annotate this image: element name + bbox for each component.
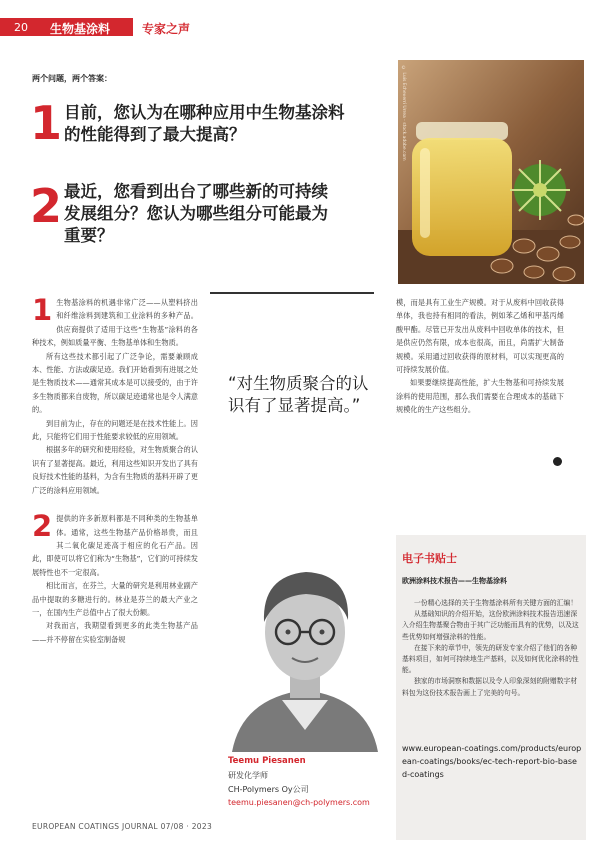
page-header (0, 0, 600, 40)
author-portrait (222, 540, 388, 752)
answer-1-paragraph-3: 到目前为止，存在的问题还是在技术性能上。因此，只能将它们用于性能要求较低的应用领域。 (32, 418, 198, 442)
subsection-title: 专家之声 (142, 22, 191, 36)
castor-oil-illustration (398, 60, 584, 284)
question-number-1: 1 (30, 96, 63, 150)
ebook-link[interactable]: www.european-coatings.com/products/european-coatings/books/ec-tech-report-bio-based-coatings (402, 744, 582, 779)
quote-rule-top (210, 292, 374, 294)
ebook-tip-body (402, 598, 582, 699)
answer-1-text-1: 生物基涂料的机遇非常广泛——从塑料挤出和纤维涂料到建筑和工业涂料的多种产品。供应商提供了适用于这些“生物基”涂料的各种技术，例如质量平衡、生物基单体和生物质。 (32, 298, 198, 348)
question-2-line-2: 发展组分？您认为哪些组分可能最为 (64, 204, 328, 223)
answer-2-dropcap: 2 (32, 509, 53, 544)
answer-1-paragraph-4: 根据多年的研究和使用经验，对生物质聚合的认识有了显著提高。最近，利用这些知识开发出了具有良好技术性能的基料，为含有生物质的基料开辟了更广泛的涂料应用领域。 (32, 445, 198, 495)
intro-text: 两个问题，两个答案： (32, 74, 112, 83)
right-column (396, 296, 564, 417)
left-column (32, 293, 198, 646)
journal-footer: EUROPEAN COATINGS JOURNAL 07/08 · 2023 (32, 822, 213, 831)
question-number-2: 2 (30, 179, 63, 233)
answer-2-paragraph-2: 相比而言，在芬兰，大量的研究是利用林业副产品中提取的多糖进行的。林业是芬兰的最大产业之一，在国内生产总值中占了很大份额。 (32, 581, 198, 617)
section-title: 生物基涂料 (50, 22, 111, 36)
portrait-illustration (222, 540, 388, 752)
right-paragraph-2: 如果要继续提高性能，扩大生物基和可持续发展涂料的使用范围，那么我们需要在合理成本的基础下规模化的生产这些组分。 (396, 378, 564, 415)
answer-1-paragraph-1 (32, 293, 198, 350)
right-paragraph-1: 模，而是具有工业生产规模。对于从废料中回收获得单体，我也持有相同的看法，例如苯乙烯和甲基丙烯酸甲酯。尽管已开发出从废料中回收单体的技术，但是供应仍然有限，成本也很高，而且，尚需扩大制备规模。采用通过回收获得的原材料，可以实现更高的可持续发展价值。 (396, 298, 564, 375)
castor-oil-photo (398, 60, 584, 284)
photo-credit: © Luis Echeverri Urrea - stock.adobe.com (401, 66, 406, 161)
answer-1-dropcap: 1 (32, 293, 53, 327)
page-number: 20 (14, 21, 28, 34)
ebook-tip-subtitle: 欧洲涂料技术报告——生物基涂料 (402, 577, 507, 585)
question-2-line-1: 最近，您看到出台了哪些新的可持续 (64, 182, 328, 201)
answer-2-paragraph-3: 对我而言，我期望看到更多的此类生物基产品——并不停留在实验室制备规 (32, 621, 198, 644)
question-2-line-3: 重要？ (64, 226, 114, 245)
pull-quote: “对生物质聚合的认识有了显著提高。” (228, 374, 369, 415)
question-1-line-2: 的性能得到了最大提高？ (64, 125, 246, 144)
author-role: 研发化学师 (228, 771, 268, 780)
ebook-tip-paragraph-1: 一份精心选择的关于生物基涂料所有关键方面的汇编！ (414, 599, 578, 607)
end-of-article-icon (553, 457, 562, 466)
ebook-tip-title: 电子书贴士 (402, 552, 457, 565)
ebook-tip-paragraph-3: 在接下来的章节中，领先的研发专家介绍了他们的各种基料项目，如何可持续地生产基料，以及如何优化涂料的性能。 (402, 643, 579, 675)
ebook-tip-paragraph-2: 从基础知识的介绍开始，这份欧洲涂料技术报告迅速深入介绍生物基聚合物由于其广泛功能而具有的优势，以及这些优势如何增强涂料的性能。 (402, 610, 579, 641)
author-company: CH-Polymers Oy公司 (228, 785, 309, 794)
answer-2-paragraph-1 (32, 509, 198, 579)
ebook-tip-paragraph-4: 独家的市场洞察和数据以及令人印象深刻的附赠数字材料包为这份技术报告画上了完美的句号。 (402, 677, 578, 697)
answer-1-paragraph-2: 所有这些技术都引起了广泛争论，需要兼顾成本、性能、方法或碳足迹。我们开始看到有进展之处是生物质技术——通常其成本是可以接受的，由于许多生物质都来自废物，所以碳足迹通常也是令人满意的。 (32, 351, 198, 415)
answer-2-text-1: 提供的许多新原料都是不同种类的生物基单体。通常，这些生物基产品价格昂贵，而且其二氧化碳足迹高于相应的化石产品。因此，即使可以将它们称为“生物基”，它们的可持续发展特性也不一定很高。 (32, 514, 198, 577)
author-name: Teemu Piesanen (228, 756, 306, 766)
author-email-link[interactable]: teemu.piesanen@ch-polymers.com (228, 798, 370, 807)
question-1-line-1: 目前，您认为在哪种应用中生物基涂料 (64, 103, 345, 122)
